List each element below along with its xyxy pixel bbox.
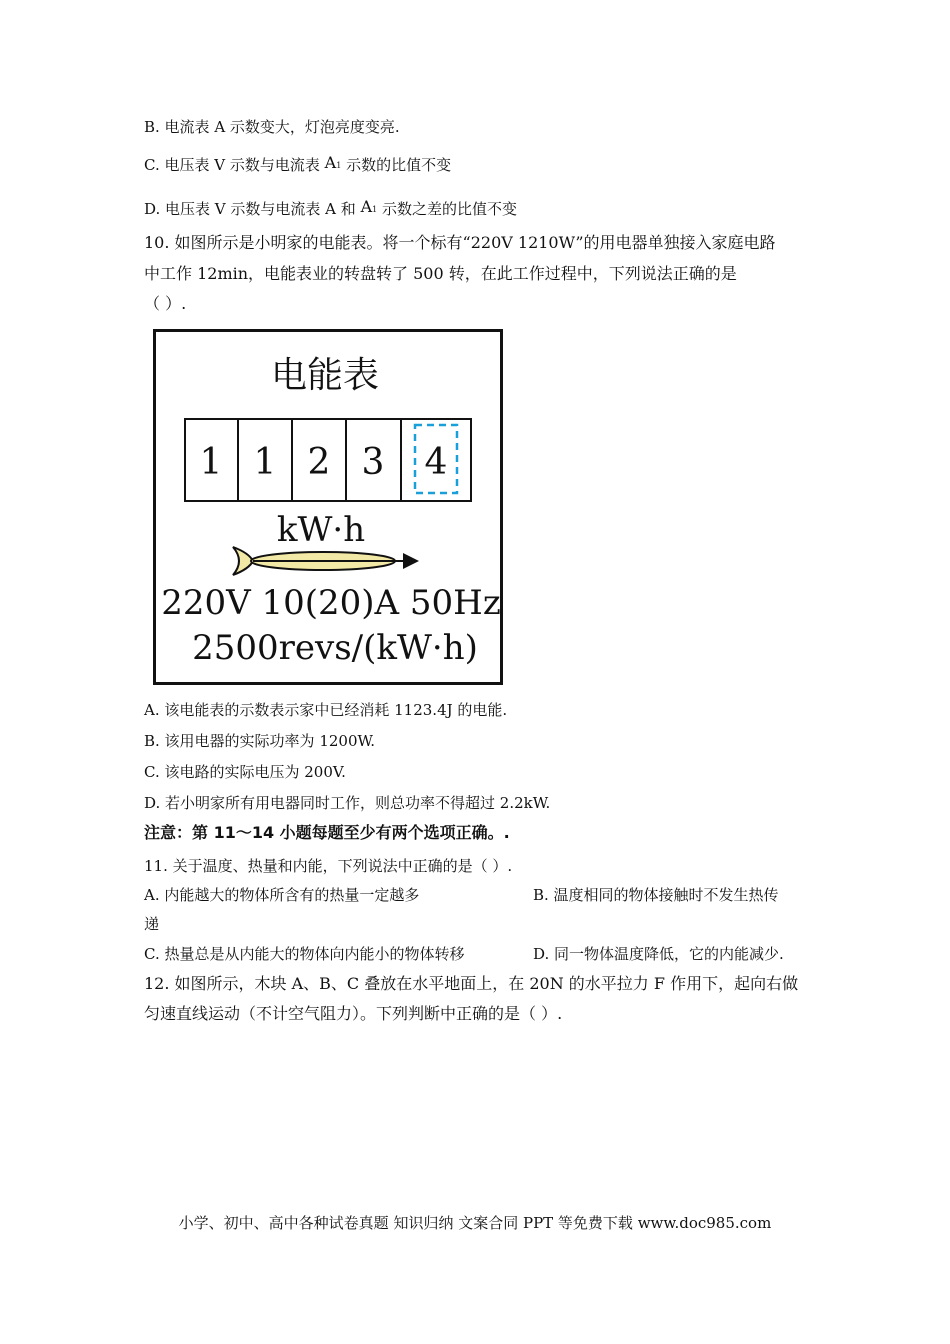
q9-option-b: B. 电流表 A 示数变大，灯泡亮度变亮. [144,118,400,136]
q12-stem-line1: 12. 如图所示，木块 A、B、C 叠放在水平地面上，在 20N 的水平拉力 F 作用下，起向右做 [144,974,799,993]
meter-digit: 3 [361,442,385,483]
q9-option-d [144,197,517,220]
q10-option-c: C. 该电路的实际电压为 200V. [144,763,346,781]
q11-option-a: A. 内能越大的物体所含有的热量一定越多 [144,886,420,904]
q10-option-a: A. 该电能表的示数表示家中已经消耗 1123.4J 的电能. [144,701,508,719]
ammeter-a1-symbol: A1 [360,197,378,216]
q9-option-c [144,153,451,176]
q10-stem-line2: 中工作 12min，电能表业的转盘转了 500 转，在此工作过程中，下列说法正确的是 [144,264,737,283]
meter-spec-line1: 220V 10(20)A 50Hz [161,583,501,623]
q11-stem: 11. 关于温度、热量和内能，下列说法中正确的是（ ）. [144,857,513,875]
multi-answer-notice: 注意：第 11～14 小题每题至少有两个选项正确。. [144,823,510,842]
q9-option-c-text-end: 示数的比值不变 [346,156,452,174]
q11-option-b: B. 温度相同的物体接触时不发生热传 [533,886,779,904]
meter-digit-window [185,419,471,501]
q11-option-c: C. 热量总是从内能大的物体向内能小的物体转移 [144,945,465,963]
page-footer: 小学、初中、高中各种试卷真题 知识归纳 文案合同 PPT 等免费下载 www.doc985.com [178,1214,772,1232]
meter-digit: 1 [199,442,223,483]
meter-unit: kW·h [276,510,366,550]
electric-meter-figure [153,329,503,685]
meter-title: 电能表 [270,355,380,396]
q12-stem-line2: 匀速直线运动（不计空气阻力）。下列判断中正确的是（ ）. [144,1004,563,1023]
meter-digit: 4 [424,442,448,483]
q9-option-d-text-end: 示数之差的比值不变 [382,200,518,218]
q11-option-b-cont: 递 [144,915,160,933]
q10-option-d: D. 若小明家所有用电器同时工作，则总功率不得超过 2.2kW. [144,794,551,812]
q10-option-b: B. 该用电器的实际功率为 1200W. [144,732,376,750]
q10-stem-line3: （ ）. [144,294,187,313]
meter-digit: 2 [307,442,331,483]
q10-stem-line1: 10. 如图所示是小明家的电能表。将一个标有“220V 1210W”的用电器单独接入家庭电路 [144,233,776,252]
ammeter-a1-symbol: A1 [324,153,342,172]
q9-option-c-text: C. 电压表 V 示数与电流表 [144,156,320,174]
meter-digit: 1 [253,442,277,483]
meter-spec-line2: 2500revs/(kW·h) [192,628,478,668]
q9-option-d-text: D. 电压表 V 示数与电流表 A 和 [144,200,356,218]
q11-option-d: D. 同一物体温度降低，它的内能减少. [533,945,784,963]
